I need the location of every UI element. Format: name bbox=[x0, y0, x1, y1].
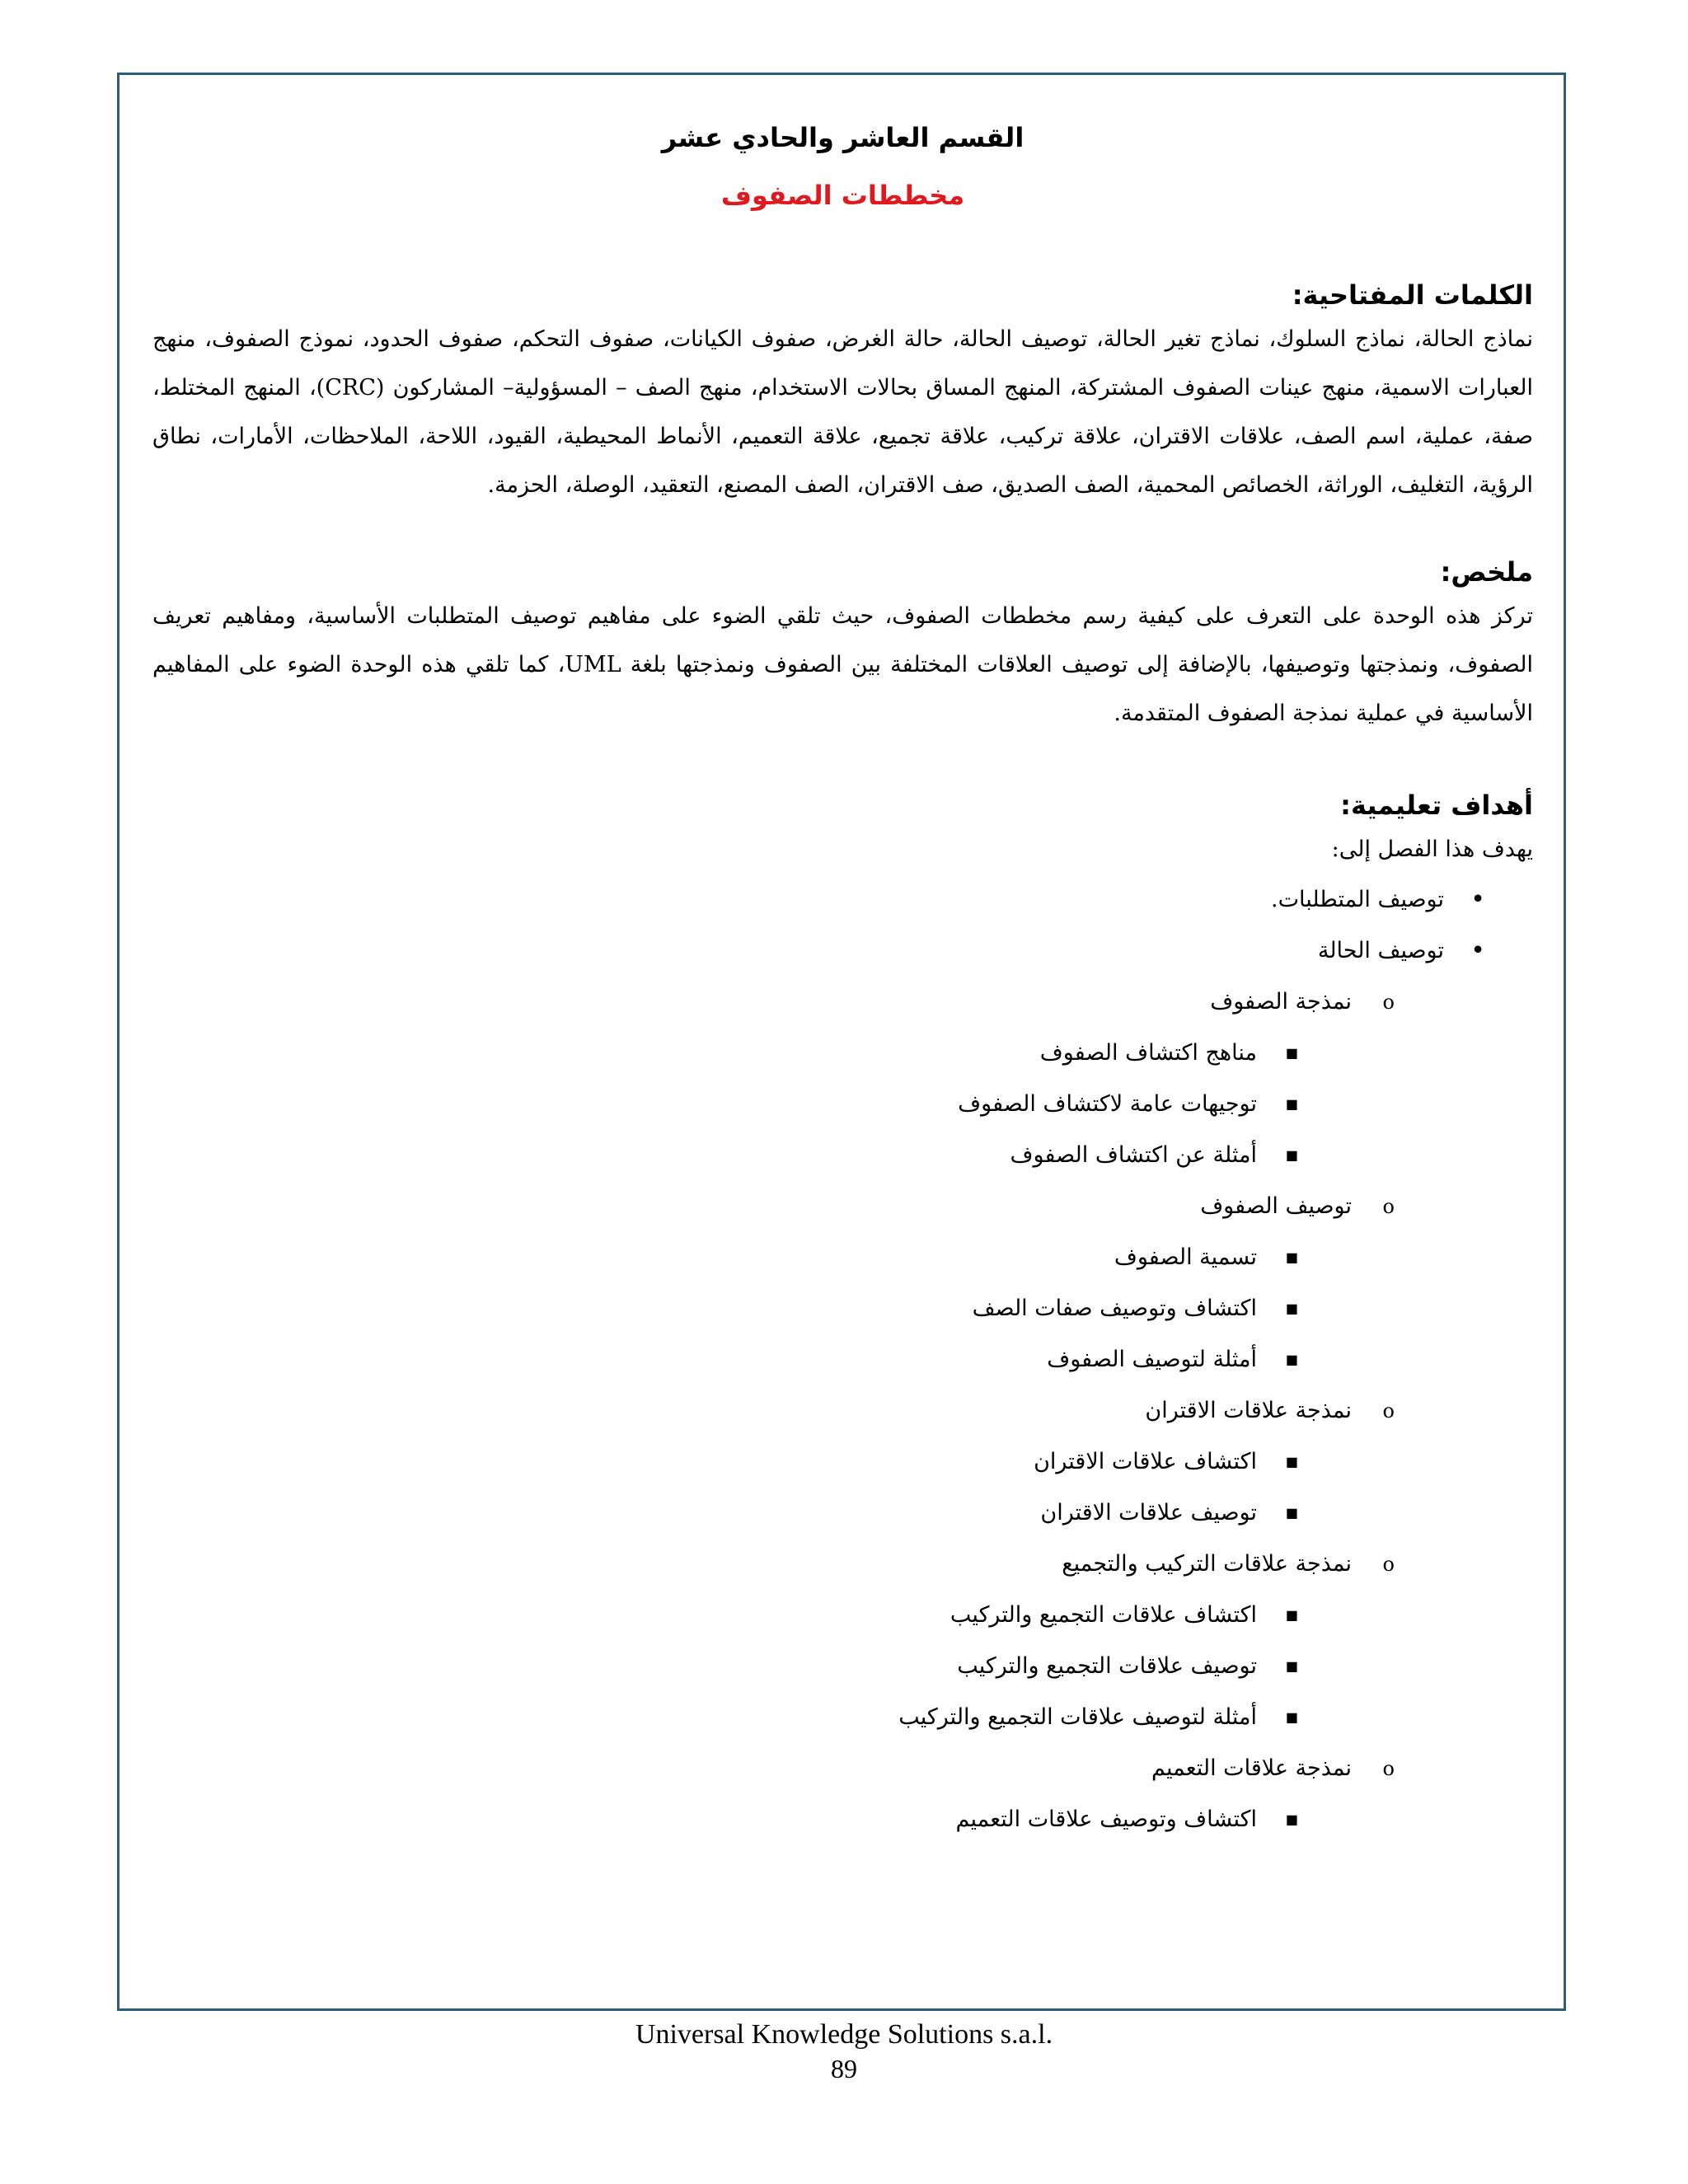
summary-text: تركز هذه الوحدة على التعرف على كيفية رسم مخططات الصفوف، حيث تلقي الضوء على مفاهيم توصيف المتطلبات الأساسية، ومفاهيم تعريف الصفوف، ونمذجتها وتوصيفها، بالإضافة إلى توصيف العلاقات المختلفة بين الصفوف ونمذجتها بلغة UML، كما تلقي هذه الوحدة الضوء على المفاهيم الأساسية في عملية نمذجة الصفوف المتقدمة. bbox=[152, 603, 1534, 726]
objective-item bbox=[152, 1539, 1533, 1590]
bullet-marker: • bbox=[1470, 885, 1485, 914]
bullet-marker: ■ bbox=[1285, 1249, 1298, 1265]
objective-text: نمذجة علاقات التركيب والتجميع bbox=[1062, 1551, 1352, 1577]
objective-item bbox=[152, 1488, 1533, 1539]
bullet-marker: • bbox=[1470, 936, 1485, 965]
bullet-marker: ■ bbox=[1285, 1811, 1298, 1827]
objective-text: اكتشاف وتوصيف علاقات التعميم bbox=[955, 1807, 1257, 1832]
objectives-list bbox=[152, 874, 1533, 1845]
objective-text: توصيف المتطلبات. bbox=[1270, 887, 1444, 912]
bullet-marker: o bbox=[1382, 991, 1395, 1014]
objectives-section bbox=[152, 785, 1533, 1845]
objectives-heading: أهداف تعليمية: bbox=[1340, 790, 1533, 821]
objective-item bbox=[152, 1028, 1533, 1079]
objective-text: مناهج اكتشاف الصفوف bbox=[1039, 1040, 1257, 1066]
bullet-marker: ■ bbox=[1285, 1607, 1298, 1623]
objectives-intro: يهدف هذا الفصل إلى: bbox=[1331, 837, 1533, 862]
objective-text: أمثلة لتوصيف علاقات التجميع والتركيب bbox=[898, 1704, 1257, 1730]
bullet-marker: ■ bbox=[1285, 1301, 1298, 1316]
objective-item bbox=[152, 926, 1533, 977]
bullet-marker: o bbox=[1382, 1757, 1395, 1780]
keywords-section bbox=[152, 275, 1533, 509]
objective-text: نمذجة الصفوف bbox=[1210, 989, 1352, 1015]
objective-item bbox=[152, 1436, 1533, 1488]
bullet-marker: ■ bbox=[1285, 1352, 1298, 1367]
objective-text: اكتشاف وتوصيف صفات الصف bbox=[972, 1296, 1257, 1321]
objective-item bbox=[152, 1641, 1533, 1692]
objective-text: توصيف علاقات التجميع والتركيب bbox=[957, 1653, 1257, 1679]
bullet-marker: ■ bbox=[1285, 1045, 1298, 1061]
keywords-text: نماذج الحالة، نماذج السلوك، نماذج تغير الحالة، توصيف الحالة، حالة الغرض، صفوف الكيانات، صفوف التحكم، صفوف الحدود، نموذج الصفوف، منهج العبارات الاسمية، منهج عينات الصفوف المشتركة، المنهج المساق بحالات الاستخدام، منهج الصف – المسؤولية– المشاركون (CRC)، المنهج المختلط، صفة، عملية، اسم الصف، علاقات الاقتران، علاقة تركيب، علاقة تجميع، علاقة التعميم، الأنماط المحيطية، القيود، اللاحة، الملاحظات، الأمارات، نطاق الرؤية، التغليف، الوراثة، الخصائص المحمية، الصف الصديق، صف الاقتران، الصف المصنع، التعقيد، الوصلة، الحزمة. bbox=[152, 326, 1533, 498]
bullet-marker: ■ bbox=[1285, 1709, 1298, 1725]
section-title: القسم العاشر والحادي عشر bbox=[661, 122, 1025, 153]
summary-section bbox=[152, 552, 1533, 738]
objective-text: توصيف علاقات الاقتران bbox=[1040, 1500, 1257, 1526]
objective-item bbox=[152, 1334, 1533, 1385]
chapter-subtitle: مخططات الصفوف bbox=[720, 180, 965, 211]
objective-item bbox=[152, 874, 1533, 926]
objective-text: أمثلة لتوصيف الصفوف bbox=[1047, 1347, 1257, 1372]
objective-item bbox=[152, 1590, 1533, 1641]
objective-item bbox=[152, 1283, 1533, 1334]
bullet-marker: o bbox=[1382, 1195, 1395, 1218]
objective-text: توجيهات عامة لاكتشاف الصفوف bbox=[958, 1091, 1257, 1117]
bullet-marker: o bbox=[1382, 1553, 1395, 1576]
objective-item bbox=[152, 1794, 1533, 1845]
objective-item bbox=[152, 1385, 1533, 1436]
summary-heading: ملخص: bbox=[1440, 556, 1533, 588]
footer-page-number: 89 bbox=[831, 2054, 857, 2083]
objective-text: تسمية الصفوف bbox=[1114, 1244, 1257, 1270]
objective-text: اكتشاف علاقات التجميع والتركيب bbox=[950, 1602, 1257, 1628]
objective-text: توصيف الصفوف bbox=[1200, 1193, 1352, 1219]
objective-text: اكتشاف علاقات الاقتران bbox=[1034, 1449, 1257, 1474]
objective-text: نمذجة علاقات التعميم bbox=[1151, 1755, 1352, 1781]
bullet-marker: ■ bbox=[1285, 1658, 1298, 1674]
objective-item bbox=[152, 1743, 1533, 1794]
objective-text: توصيف الحالة bbox=[1317, 938, 1444, 963]
bullet-marker: ■ bbox=[1285, 1096, 1298, 1112]
objective-item bbox=[152, 1181, 1533, 1232]
objective-item bbox=[152, 1692, 1533, 1743]
objective-item bbox=[152, 1232, 1533, 1283]
bullet-marker: o bbox=[1382, 1399, 1395, 1422]
objective-text: نمذجة علاقات الاقتران bbox=[1145, 1398, 1352, 1423]
keywords-heading: الكلمات المفتاحية: bbox=[1292, 279, 1533, 311]
footer-publisher: Universal Knowledge Solutions s.a.l. bbox=[635, 2019, 1053, 2050]
objective-item bbox=[152, 1130, 1533, 1181]
bullet-marker: ■ bbox=[1285, 1505, 1298, 1521]
objective-item bbox=[152, 1079, 1533, 1130]
page-content bbox=[152, 115, 1533, 1845]
bullet-marker: ■ bbox=[1285, 1147, 1298, 1163]
objective-item bbox=[152, 977, 1533, 1028]
bullet-marker: ■ bbox=[1285, 1454, 1298, 1469]
objective-text: أمثلة عن اكتشاف الصفوف bbox=[1010, 1142, 1257, 1168]
